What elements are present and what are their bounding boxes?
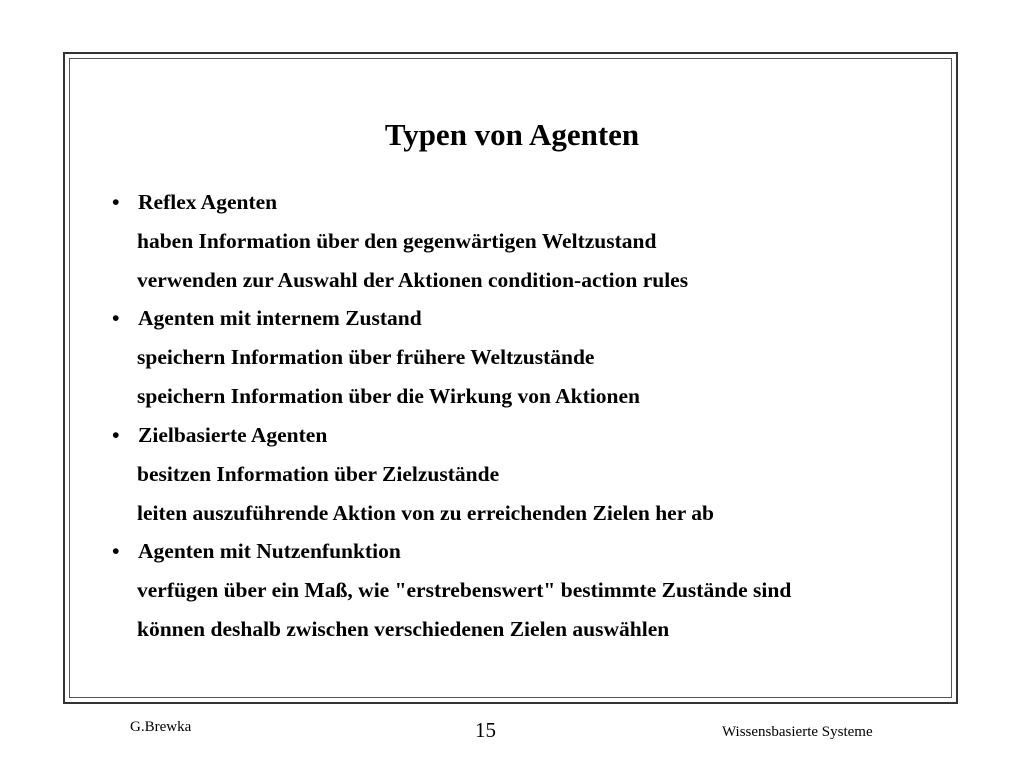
sub-line: verfügen über ein Maß, wie "erstrebenswert" bestimmte Zustände sind: [137, 578, 792, 602]
bullet-item-reflex: [112, 189, 277, 215]
bullet-icon: •: [112, 190, 120, 214]
bullet-heading: Zielbasierte Agenten: [138, 423, 328, 447]
bullet-heading: Agenten mit Nutzenfunktion: [138, 539, 401, 563]
bullet-item-internal-state: [112, 305, 422, 331]
sub-line: besitzen Information über Zielzustände: [137, 462, 500, 486]
bullet-icon: •: [112, 306, 120, 330]
bullet-heading: Agenten mit internem Zustand: [138, 306, 422, 330]
sub-line: speichern Information über frühere Weltzustände: [137, 345, 595, 369]
bullet-icon: •: [112, 423, 120, 447]
footer-author: G.Brewka: [130, 719, 192, 735]
bullet-icon: •: [112, 539, 120, 563]
sub-line: haben Information über den gegenwärtigen Weltzustand: [137, 229, 657, 253]
footer-course: Wissensbasierte Systeme: [722, 724, 873, 740]
sub-line: verwenden zur Auswahl der Aktionen condition-action rules: [137, 268, 689, 292]
sub-line: speichern Information über die Wirkung von Aktionen: [137, 384, 640, 408]
bullet-item-utility: [112, 538, 401, 564]
footer-page-number: 15: [475, 718, 496, 742]
sub-line: können deshalb zwischen verschiedenen Zielen auswählen: [137, 617, 670, 641]
slide-title: Typen von Agenten: [384, 117, 640, 152]
bullet-heading: Reflex Agenten: [138, 190, 278, 214]
sub-line: leiten auszuführende Aktion von zu erreichenden Zielen her ab: [137, 501, 714, 525]
bullet-item-goal-based: [112, 422, 327, 448]
